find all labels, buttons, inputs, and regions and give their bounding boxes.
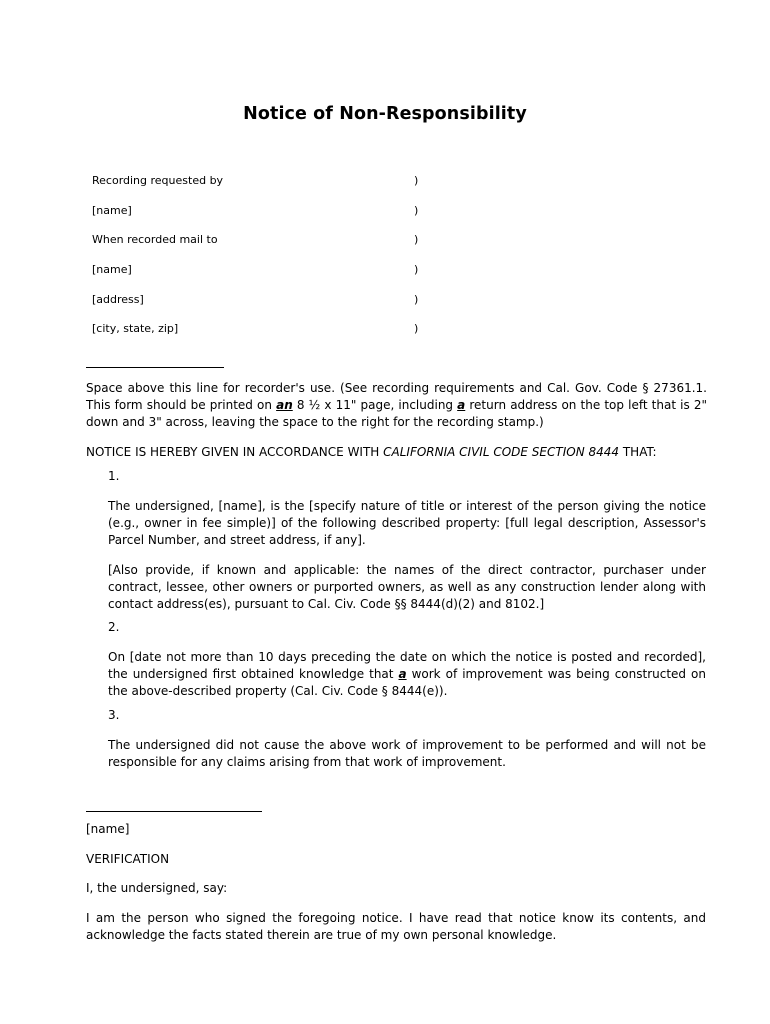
recording-row	[92, 232, 432, 248]
item-number: 3.	[108, 708, 120, 722]
recorder-note-text: return address on the top left that is 2" down and 3" across, leaving the space to the right for the recording stamp.)	[86, 398, 707, 429]
recorder-note	[86, 380, 707, 431]
item-number: 2.	[108, 620, 120, 634]
document-title: Notice of Non-Responsibility	[243, 104, 527, 124]
item-2-text-part: On [date not more than 10 days preceding the date on which the notice is posted and recorded], the undersigned first obtained knowledge that	[108, 650, 706, 681]
verification-heading: VERIFICATION	[86, 852, 170, 866]
recorder-space-divider	[86, 367, 224, 368]
recording-row	[92, 292, 432, 308]
recording-paren: )	[414, 293, 419, 306]
recording-row	[92, 203, 432, 219]
item-3-text: The undersigned did not cause the above work of improvement to be performed and will not be responsible for any claims arising from that work of improvement.	[108, 738, 706, 769]
recording-row	[92, 262, 432, 278]
verification-text: I am the person who signed the foregoing notice. I have read that notice know its contents, and acknowledge the facts stated therein are true of my own personal knowledge.	[86, 911, 706, 942]
signature-line	[86, 811, 262, 812]
recording-paren: )	[414, 233, 419, 246]
notice-intro-text: NOTICE IS HEREBY GIVEN IN ACCORDANCE WITH	[86, 445, 384, 459]
item-number: 1.	[108, 469, 120, 483]
recording-label: [address]	[92, 293, 144, 306]
recording-label: [city, state, zip]	[92, 322, 179, 335]
verification-intro: I, the undersigned, say:	[86, 881, 228, 895]
item-1-text: The undersigned, [name], is the [specify nature of title or interest of the person giving the notice (e.g., owner in fee simple)] of the following described property: [full legal description, Assessor's Parcel Number, and street address, if any].	[108, 499, 706, 547]
recording-paren: )	[414, 204, 419, 217]
civil-code-reference: CALIFORNIA CIVIL CODE SECTION 8444	[383, 445, 620, 459]
recording-paren: )	[414, 263, 419, 276]
recording-label: [name]	[92, 263, 132, 276]
recording-row	[92, 173, 432, 189]
recording-label: When recorded mail to	[92, 233, 218, 246]
recording-row	[92, 321, 432, 337]
recorder-note-text: 8 ½ x 11" page, including	[292, 398, 458, 412]
item-2-text	[108, 649, 706, 700]
notice-intro-text: THAT:	[619, 445, 657, 459]
recorder-note-emphasis: a	[457, 398, 466, 412]
item-2-text-part: work of improvement was being constructed on the above-described property (Cal. Civ. Code § 8444(e)).	[108, 667, 706, 698]
recorder-note-emphasis: an	[276, 398, 293, 412]
recording-label: Recording requested by	[92, 174, 224, 187]
item-2-emphasis: a	[398, 667, 407, 681]
recording-label: [name]	[92, 204, 132, 217]
recording-paren: )	[414, 322, 419, 335]
signature-name: [name]	[86, 822, 130, 836]
recorder-note-text: Space above this line for recorder's use. (See recording requirements and Cal. Gov. Code § 27361.1. This form should be printed on	[86, 381, 707, 412]
recording-paren: )	[414, 174, 419, 187]
item-1-additional-info: [Also provide, if known and applicable: the names of the direct contractor, purchaser under contract, lessee, other owners or purported owners, as well as any construction lender along with contact address(es), pursuant to Cal. Civ. Code §§ 8444(d)(2) and 8102.]	[108, 563, 706, 611]
notice-intro	[86, 444, 707, 461]
